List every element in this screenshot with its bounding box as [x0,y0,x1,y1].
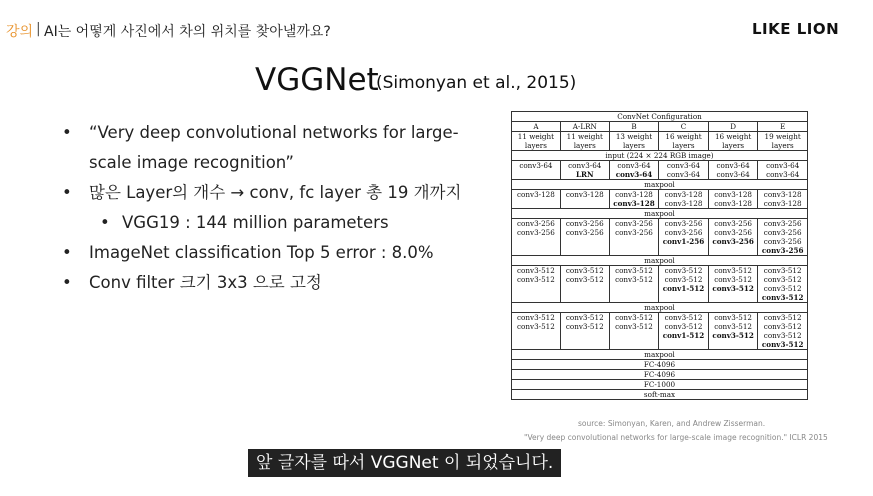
table-layer-label: conv3-256 [712,237,754,246]
table-maxpool-row: maxpool [512,256,808,266]
table-block-cell [708,190,758,209]
table-layer-label: conv3-512 [615,313,653,322]
table-layer-label: conv3-64 [716,170,750,179]
table-layer-label: conv3-512 [664,275,703,284]
table-block-cell [512,266,561,303]
table-block-cell [512,161,561,180]
table-layer-label: conv3-128 [517,190,555,199]
bullet-item: • 많은 Layer의 개수 → conv, fc layer 총 19 개까지 [62,183,462,202]
table-block-cell [758,313,808,350]
table-layer-label: conv3-128 [714,190,752,199]
table-block-cell [560,190,609,209]
table-layer-label: conv1-256 [662,237,705,246]
table-layer-label: conv3-128 [763,190,802,199]
table-layer-label: conv3-512 [714,322,752,331]
table-block-cell [758,266,808,303]
table-layer-label: conv3-512 [615,266,653,275]
table-layer-label: conv3-128 [615,190,653,199]
table-layer-label: conv3-512 [763,322,802,331]
slide-title: VGGNet [255,62,379,98]
table-fc-row: FC-4096 [512,370,808,380]
table-softmax-row: soft-max [512,390,808,400]
table-maxpool-row: maxpool [512,303,808,313]
lesson-tag: 강의 [6,24,34,40]
table-maxpool-row: maxpool [512,350,808,360]
table-block-cell [708,219,758,256]
table-layer-label: conv3-512 [763,331,802,340]
subtitle-caption: 앞 글자를 따서 VGGNet 이 되었습니다. [248,449,561,477]
table-layer-label: conv3-256 [664,228,703,237]
table-layer-label: conv3-512 [714,266,752,275]
lesson-title: AI는 어떻게 사진에서 차의 위치를 찾아낼까요? [44,24,331,40]
table-layer-label: conv3-512 [615,275,653,284]
table-layer-label: conv3-256 [517,228,555,237]
table-block-cell [758,190,808,209]
table-layer-label: conv3-512 [565,275,604,284]
table-layer-label: conv3-64 [568,161,602,170]
table-weight-cell: 11 weight layers [512,132,561,151]
source-line-2: "Very deep convolutional networks for large-scale image recognition." ICLR 2015 [524,433,828,442]
table-weight-cell: 16 weight layers [659,132,709,151]
table-block-cell [659,219,709,256]
table-block-cell [758,219,808,256]
table-block-cell [609,190,659,209]
table-layer-label: conv3-512 [712,331,754,340]
table-layer-label: conv3-512 [712,284,754,293]
table-layer-label: conv3-64 [666,161,701,170]
table-fc-row: FC-4096 [512,360,808,370]
table-layer-label: conv3-128 [664,199,703,208]
table-layer-label: conv3-256 [714,228,752,237]
table-layer-label: conv3-64 [766,170,800,179]
table-layer-label: conv3-512 [714,275,752,284]
table-block-cell [560,313,609,350]
table-layer-label: conv3-512 [565,266,604,275]
table-block-cell [659,266,709,303]
table-layer-label: conv3-512 [615,322,653,331]
table-block-cell [758,161,808,180]
table-block-cell [708,266,758,303]
bullet-item: • ImageNet classification Top 5 error : 8.0% [62,243,434,262]
table-block-cell [560,219,609,256]
convnet-config-table [511,111,808,413]
table-layer-label: conv1-512 [662,284,705,293]
table-layer-label: conv3-256 [517,219,555,228]
bullet-subitem: • VGG19 : 144 million parameters [100,213,389,232]
table-layer-label: conv3-512 [565,322,604,331]
table-weight-cell: 19 weight layers [758,132,808,151]
table-layer-label: conv3-256 [763,219,802,228]
table-column-header: B [609,122,659,132]
table-layer-label: conv3-256 [615,219,653,228]
table-block-cell [560,266,609,303]
table-block-cell [659,161,709,180]
table-layer-label: conv3-256 [763,228,802,237]
table-layer-label: conv3-512 [664,322,703,331]
table-layer-label: conv3-512 [761,293,804,302]
table-block-cell [609,161,659,180]
table-layer-label: conv3-512 [714,313,752,322]
table-column-header: A-LRN [560,122,609,132]
table-block-cell [708,161,758,180]
table-block-cell [609,313,659,350]
table-layer-label: conv3-512 [565,313,604,322]
table-maxpool-row: maxpool [512,209,808,219]
table-layer-label: conv3-64 [716,161,750,170]
table-block-cell [609,266,659,303]
table-block-cell [609,219,659,256]
table-layer-label: conv3-64 [766,161,800,170]
table-layer-label: conv3-256 [565,228,604,237]
table-layer-label: conv3-512 [761,340,804,349]
table-weight-cell: 16 weight layers [708,132,758,151]
header-separator: | [36,21,41,37]
table-layer-label: conv3-256 [761,246,804,255]
table-layer-label: conv3-128 [565,190,604,199]
table-block-cell [659,313,709,350]
table-layer-label: conv3-64 [666,170,701,179]
table-block-cell [708,313,758,350]
table-column-header: E [758,122,808,132]
bullet-item: scale image recognition” [89,153,294,172]
table-layer-label: conv3-128 [714,199,752,208]
table-layer-label: conv3-512 [517,275,555,284]
table-layer-label: conv3-512 [664,313,703,322]
table-block-cell [512,190,561,209]
table-input-row: input (224 × 224 RGB image) [512,151,808,161]
table-column-header: D [708,122,758,132]
table-layer-label: conv3-128 [613,199,655,208]
table-title: ConvNet Configuration [512,112,808,122]
table-layer-label: conv3-128 [664,190,703,199]
table-column-header: A [512,122,561,132]
source-line-1: source: Simonyan, Karen, and Andrew Zisserman. [578,419,766,428]
bullet-item: • Conv filter 크기 3x3 으로 고정 [62,273,322,292]
table-layer-label: conv3-64 [617,161,651,170]
table-layer-label: conv3-256 [565,219,604,228]
table-layer-label: conv3-256 [615,228,653,237]
table-block-cell [512,219,561,256]
table-layer-label: conv3-64 [519,161,553,170]
header-bar [0,0,873,62]
table-layer-label: conv3-512 [517,313,555,322]
table-maxpool-row: maxpool [512,180,808,190]
table-layer-label: conv3-512 [517,322,555,331]
table-layer-label: conv3-64 [615,170,653,179]
table-fc-row: FC-1000 [512,380,808,390]
table-layer-label: conv3-512 [763,275,802,284]
table-block-cell [560,161,609,180]
table-weight-cell: 13 weight layers [609,132,659,151]
table-layer-label: conv1-512 [662,331,705,340]
slide-subtitle: (Simonyan et al., 2015) [376,73,577,93]
table-layer-label: LRN [575,170,594,179]
table-layer-label: conv3-512 [517,266,555,275]
table-layer-label: conv3-256 [714,219,752,228]
table-layer-label: conv3-512 [664,266,703,275]
table-layer-label: conv3-128 [763,199,802,208]
bullet-item: • “Very deep convolutional networks for large- [62,123,459,142]
table-layer-label: conv3-512 [763,266,802,275]
table-layer-label: conv3-256 [664,219,703,228]
brand-logo: LIKE LION [752,20,840,38]
table-layer-label: conv3-512 [763,284,802,293]
table-column-header: C [659,122,709,132]
bullet-list [62,118,482,298]
table-layer-label: conv3-512 [763,313,802,322]
table-block-cell [512,313,561,350]
table-weight-cell: 11 weight layers [560,132,609,151]
table-layer-label: conv3-256 [763,237,802,246]
table-block-cell [659,190,709,209]
